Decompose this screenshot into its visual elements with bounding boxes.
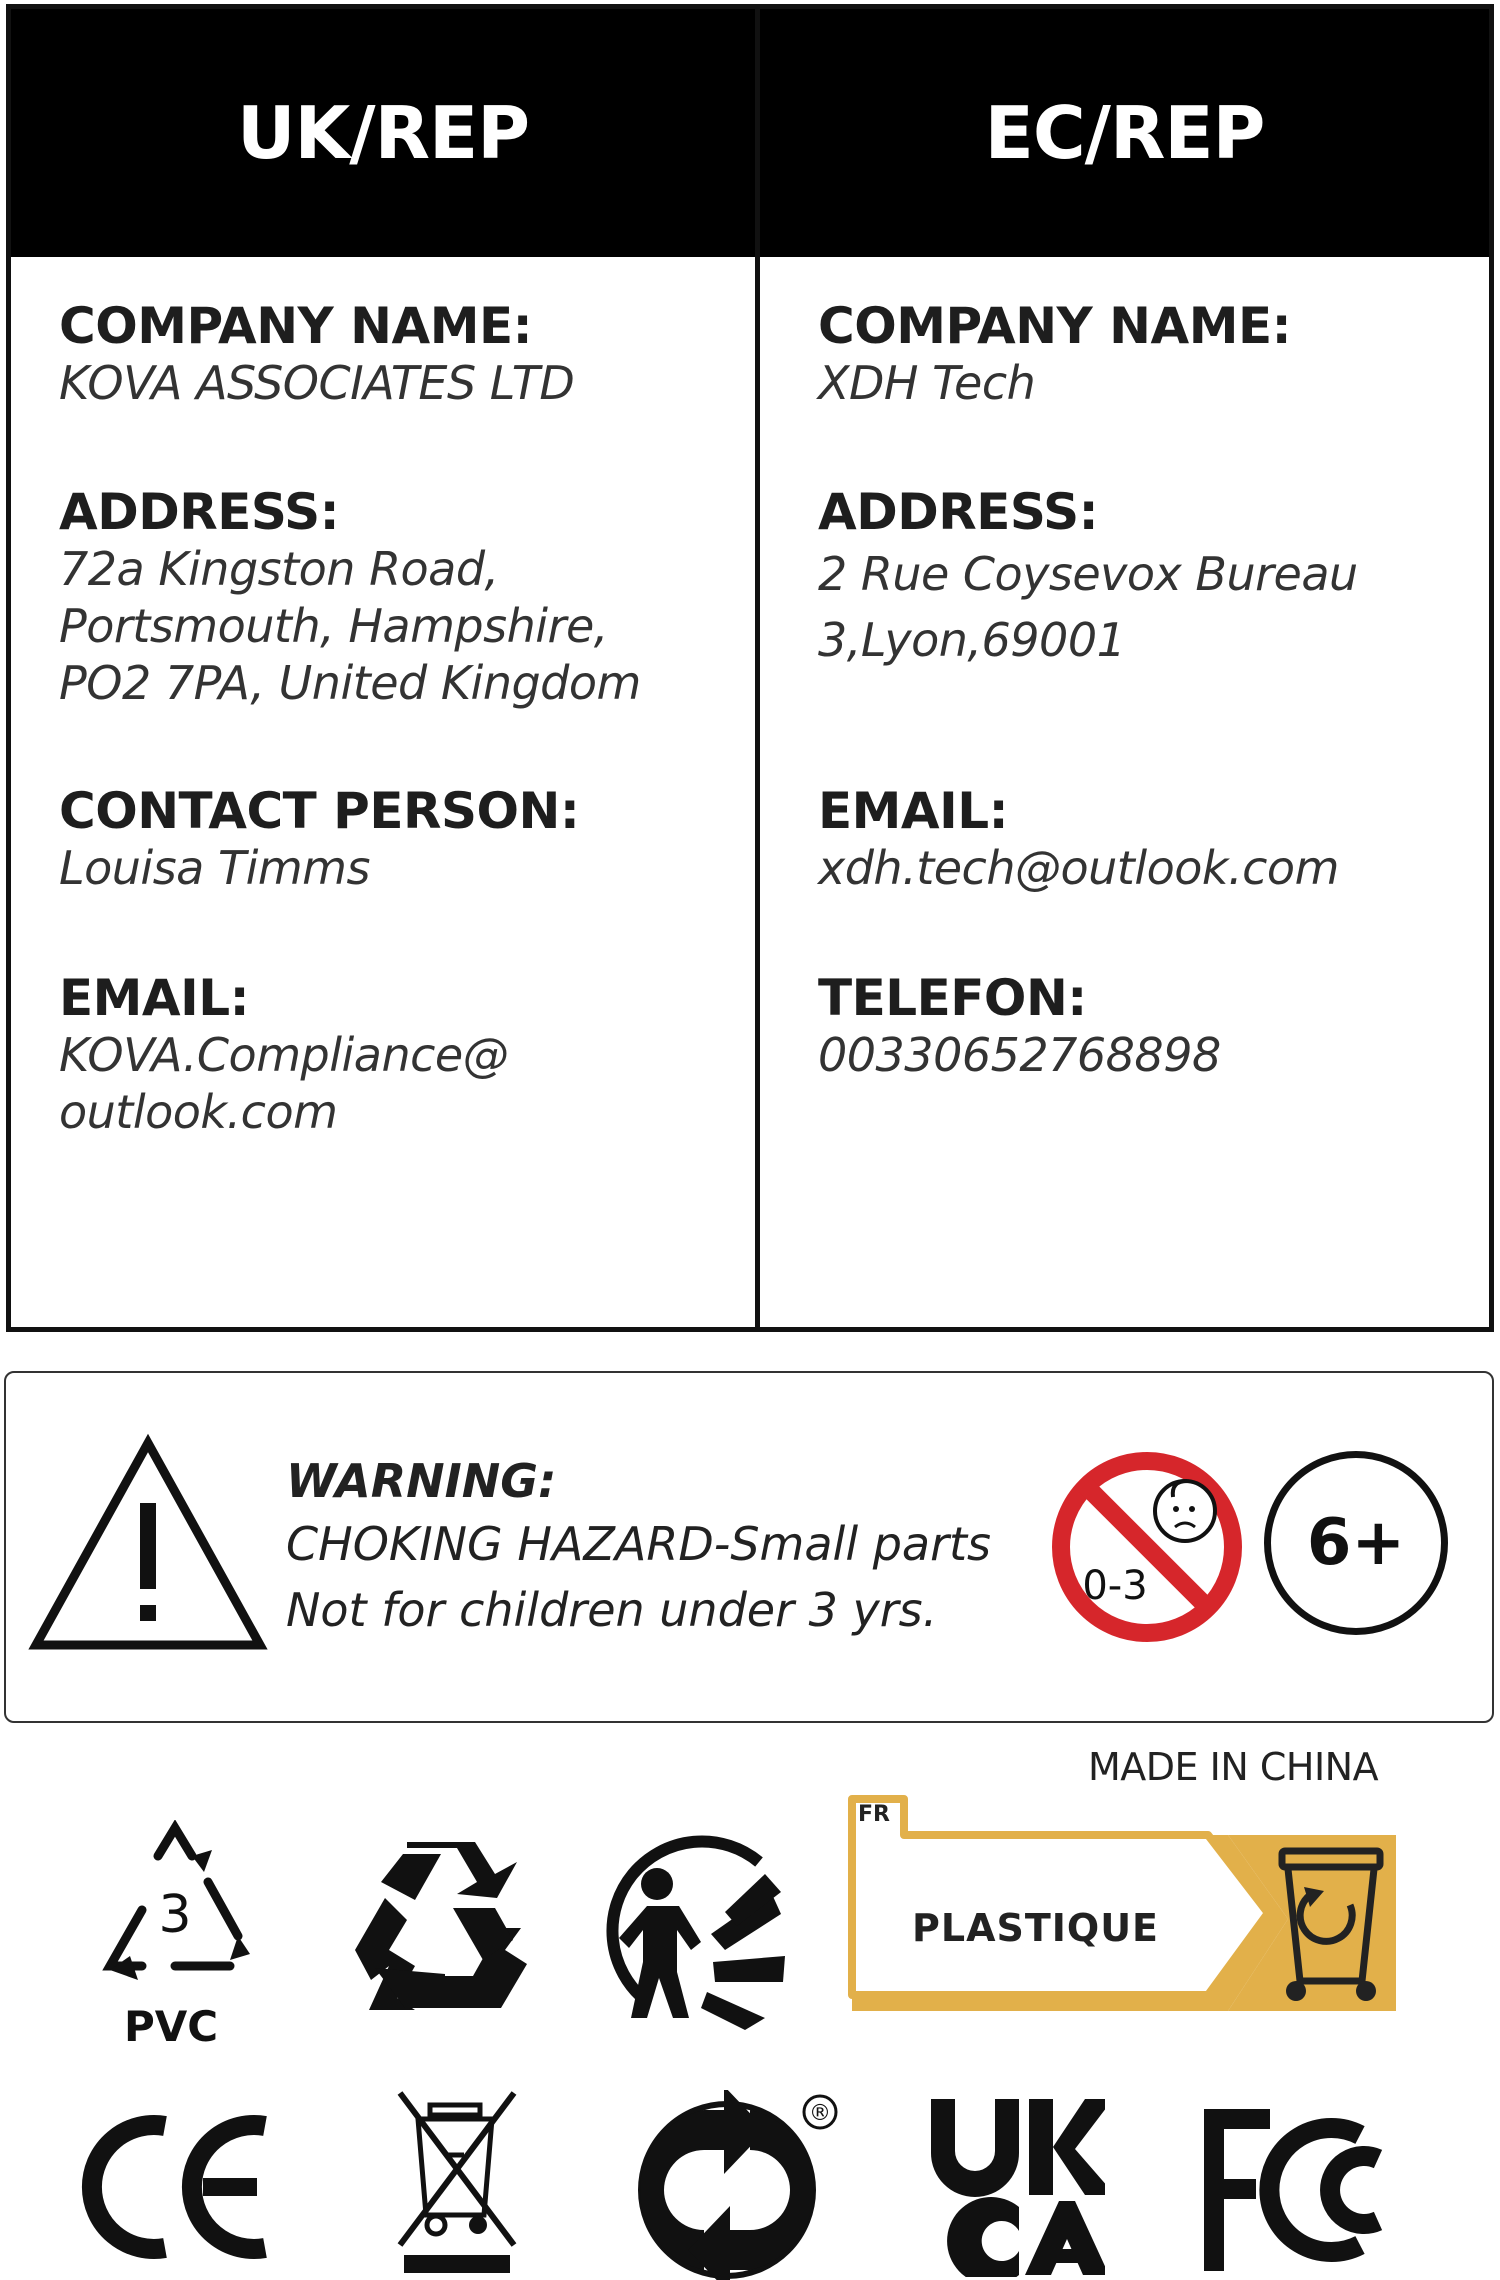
uk-contact-field: [59, 782, 745, 897]
fcc-mark-icon: [1200, 2105, 1400, 2275]
uk-email-label: EMAIL:: [59, 969, 250, 1027]
uk-rep-column: [11, 9, 755, 1327]
uk-contact-label: CONTACT PERSON:: [59, 782, 580, 840]
pvc-recycling-icon: [80, 1820, 270, 2020]
ec-phone-value: 00330652768898: [818, 1028, 1221, 1082]
ec-company-label: COMPANY NAME:: [818, 297, 1292, 355]
ce-mark-icon: [75, 2112, 285, 2262]
pvc-label: PVC: [124, 2002, 219, 2051]
choking-warning-box: [4, 1371, 1494, 1723]
ec-email-field: [818, 782, 1479, 897]
ec-address-value: 2 Rue Coysevox Bureau 3,Lyon,69001: [818, 547, 1358, 667]
uk-company-field: [59, 297, 745, 412]
warning-triangle-icon: [28, 1433, 268, 1655]
ec-rep-column: [760, 9, 1489, 1327]
ec-company-field: [818, 297, 1479, 412]
not-for-under-3-icon: [1049, 1449, 1245, 1645]
weee-crossed-bin-icon: [392, 2085, 522, 2275]
representative-table: [6, 4, 1494, 1332]
no-child-age-text: 0-3: [1082, 1563, 1148, 1609]
ukca-mark-icon: [925, 2095, 1105, 2277]
green-dot-icon: [632, 2090, 852, 2280]
ec-phone-label: TELEFON:: [818, 969, 1087, 1027]
uk-email-field: [59, 969, 745, 1141]
warning-title: WARNING:: [286, 1454, 557, 1508]
ec-email-label: EMAIL:: [818, 782, 1009, 840]
tidyman-icon: [585, 1822, 795, 2032]
uk-company-value: KOVA ASSOCIATES LTD: [59, 356, 575, 410]
registered-mark: ®: [809, 2101, 831, 2126]
triman-country-code: FR: [858, 1802, 890, 1827]
ec-email-value: xdh.tech@outlook.com: [818, 841, 1339, 895]
warning-text: [286, 1451, 991, 1643]
uk-company-label: COMPANY NAME:: [59, 297, 533, 355]
uk-address-field: [59, 483, 745, 712]
uk-address-value: 72a Kingston Road, Portsmouth, Hampshire, PO2 7PA, United Kingdom: [59, 542, 641, 710]
uk-rep-heading: UK/REP: [11, 9, 755, 257]
resin-code-number: 3: [158, 1885, 192, 1945]
uk-address-label: ADDRESS:: [59, 483, 340, 541]
age-6-plus-badge: 6+: [1264, 1451, 1448, 1635]
ec-address-field: [818, 483, 1479, 673]
triman-plastique-text: PLASTIQUE: [912, 1906, 1160, 1950]
warning-line-1: CHOKING HAZARD-Small parts: [286, 1517, 992, 1571]
warning-line-2: Not for children under 3 yrs.: [286, 1583, 938, 1637]
ec-company-value: XDH Tech: [818, 356, 1036, 410]
ec-rep-heading: EC/REP: [760, 9, 1489, 257]
made-in-label: MADE IN CHINA: [1088, 1745, 1379, 1789]
ec-phone-field: [818, 969, 1479, 1084]
ec-address-label: ADDRESS:: [818, 483, 1099, 541]
uk-contact-value: Louisa Timms: [59, 841, 370, 895]
uk-email-value: KOVA.Compliance@ outlook.com: [59, 1028, 509, 1139]
recycle-icon: [345, 1838, 535, 2018]
